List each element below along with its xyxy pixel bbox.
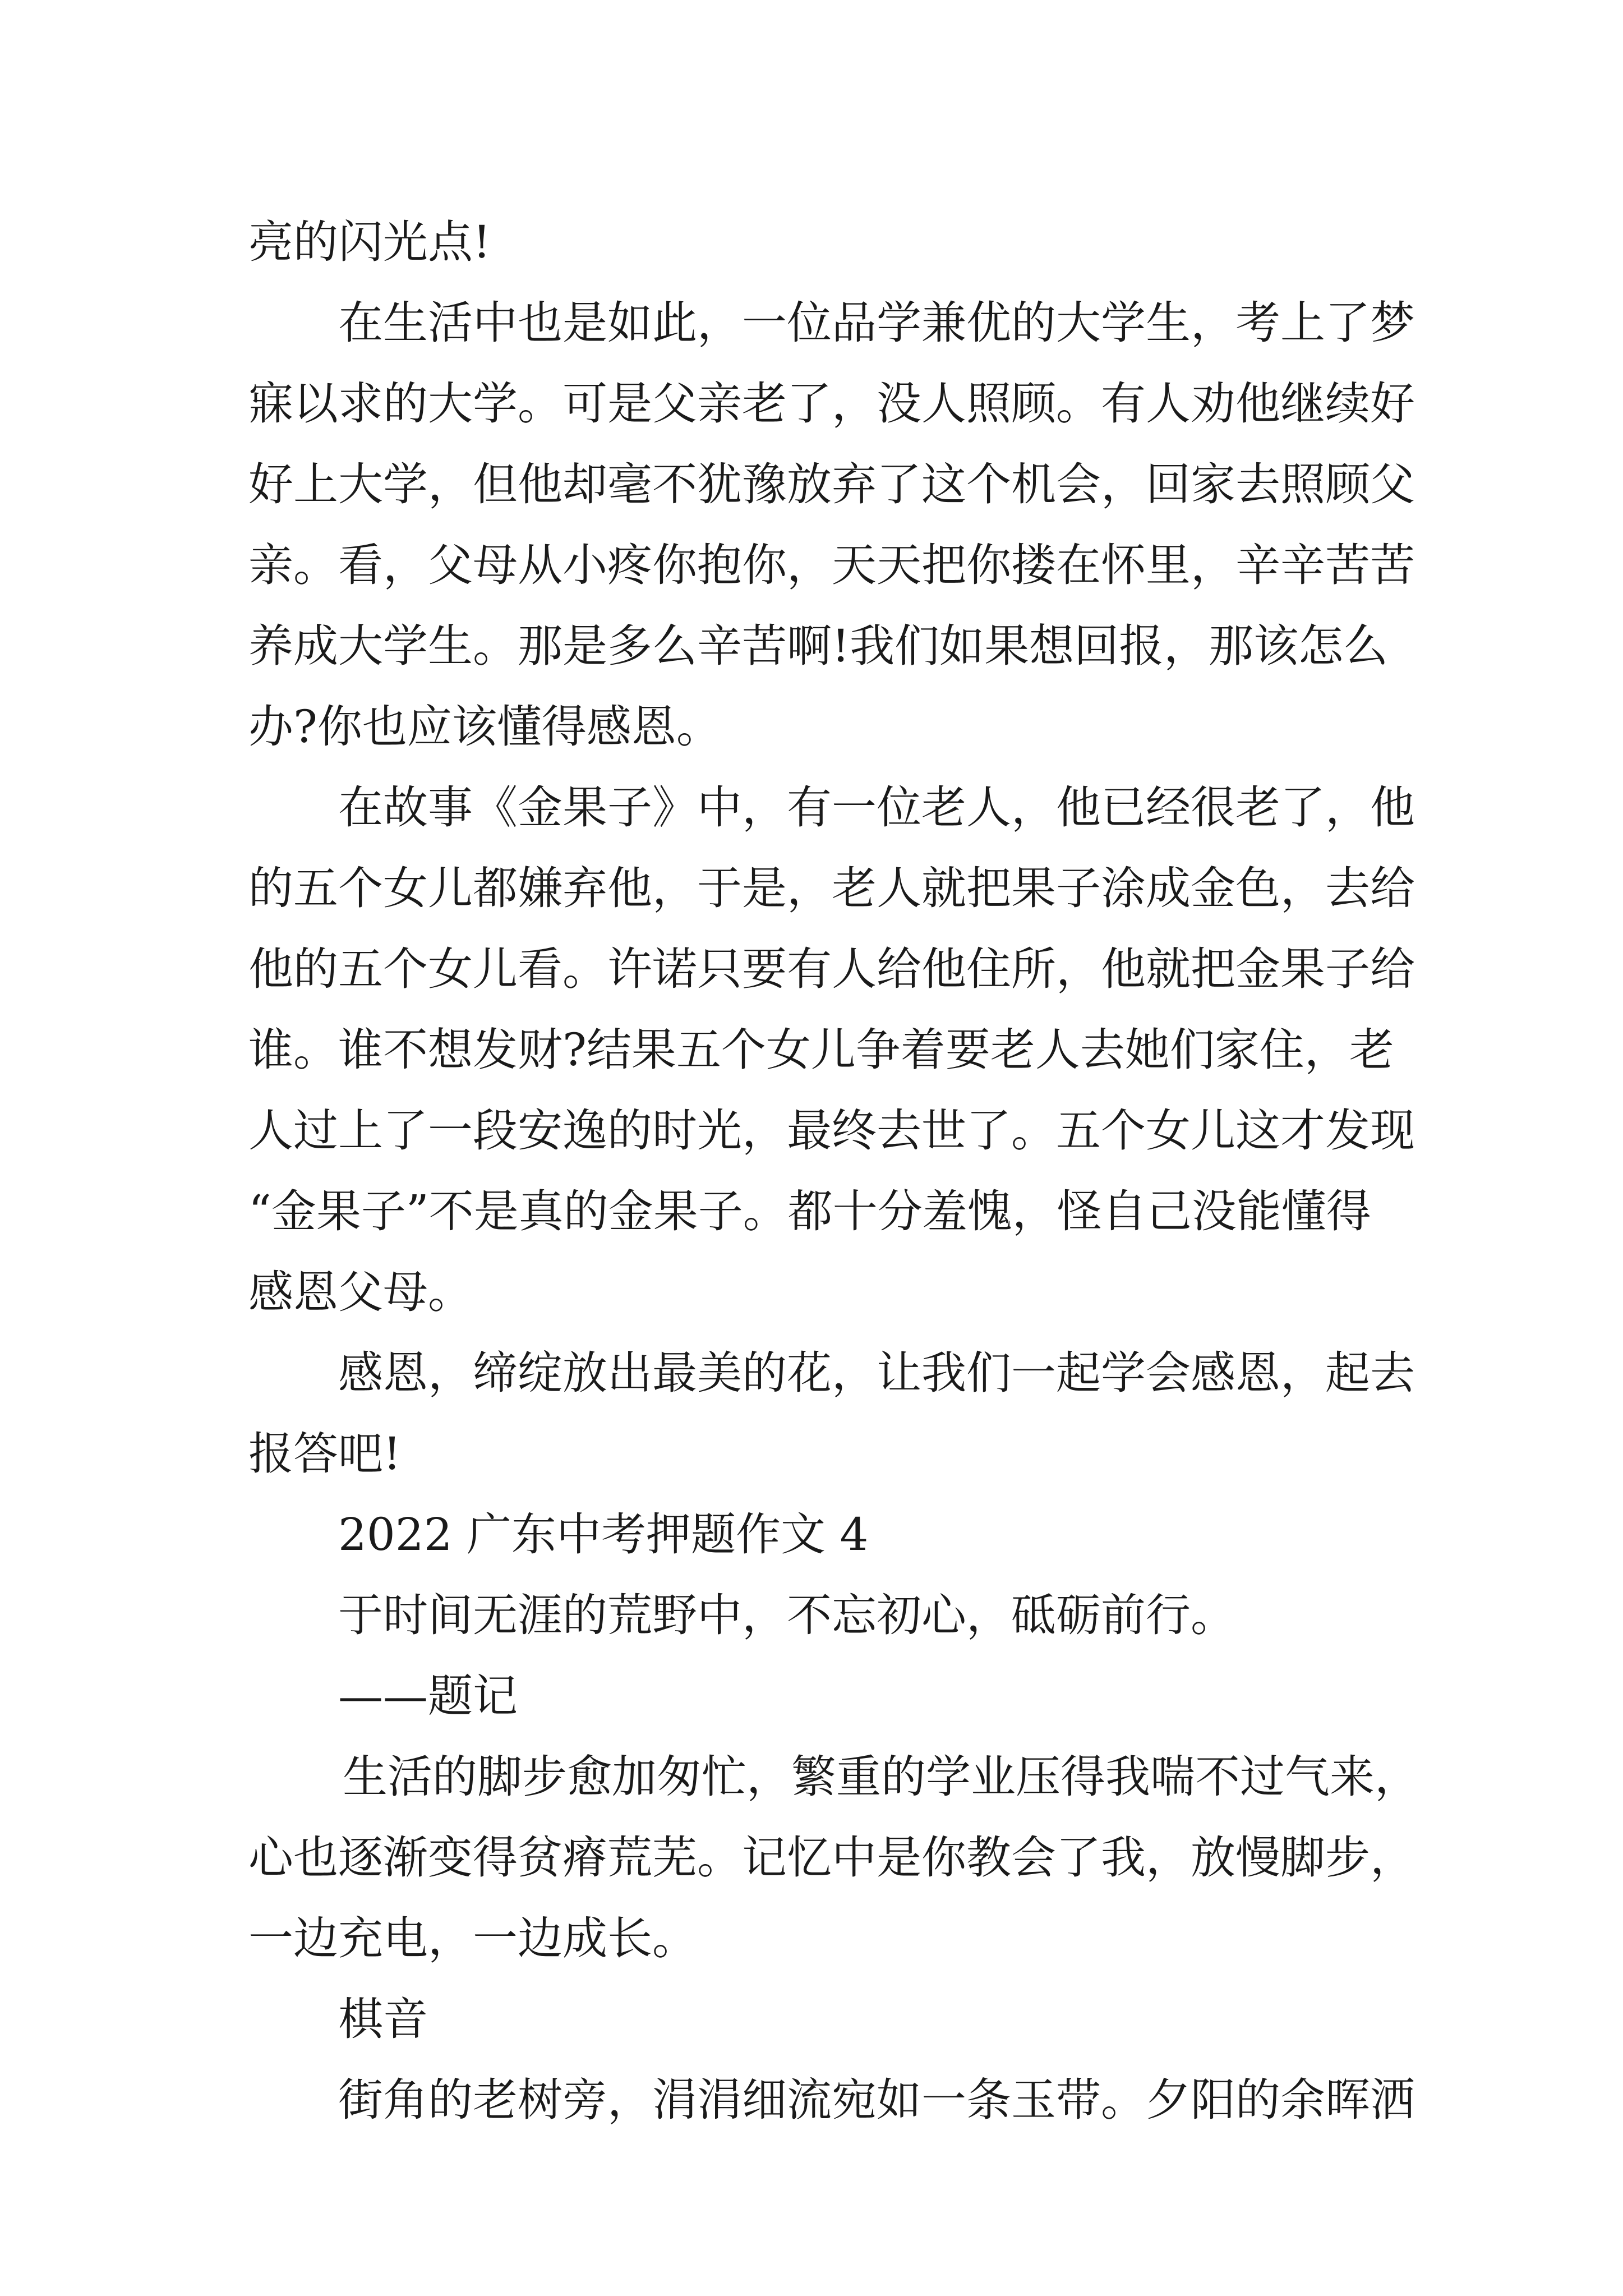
text-line: 好上大学，但他却毫不犹豫放弃了这个机会，回家去照顾父 xyxy=(248,458,1415,510)
text-line: 人过上了一段安逸的时光，最终去世了。五个女儿这才发现 xyxy=(248,1105,1415,1157)
text-line: 的五个女儿都嫌弃他，于是，老人就把果子涂成金色，去给 xyxy=(248,862,1415,914)
text-line: 寐以求的大学。可是父亲老了，没人照顾。有人劝他继续好 xyxy=(248,378,1415,430)
text-line: 谁。谁不想发财?结果五个女儿争着要老人去她们家住，老 xyxy=(248,1024,1394,1076)
text-line: 他的五个女儿看。许诺只要有人给他住所，他就把金果子给 xyxy=(248,943,1415,995)
text-line: 亮的闪光点! xyxy=(248,216,491,268)
text-line: 一边充电，一边成长。 xyxy=(248,1912,697,1964)
text-line: 亲。看，父母从小疼你抱你，天天把你搂在怀里，辛辛苦苦 xyxy=(248,539,1415,591)
text-line: 在生活中也是如此，一位品学兼优的大学生，考上了梦 xyxy=(338,297,1415,349)
text-line: 心也逐渐变得贫瘠荒芜。记忆中是你教会了我，放慢脚步， xyxy=(248,1832,1415,1884)
epigraph: 于时间无涯的荒野中，不忘初心，砥砺前行。 xyxy=(338,1589,1235,1641)
section-heading: 2022 广东中考押题作文 4 xyxy=(338,1508,869,1561)
text-line: 感恩父母。 xyxy=(248,1266,473,1318)
text-line: 生活的脚步愈加匆忙，繁重的学业压得我喘不过气来， xyxy=(343,1751,1419,1803)
epigraph-attribution: ——题记 xyxy=(338,1670,518,1722)
text-line: 报答吧! xyxy=(248,1428,402,1480)
text-line: “金果子”不是真的金果子。都十分羞愧，怪自己没能懂得 xyxy=(248,1185,1371,1237)
text-line: 在故事《金果子》中，有一位老人，他已经很老了，他 xyxy=(338,781,1415,834)
document-body xyxy=(248,202,1419,2141)
text-line: 办?你也应该懂得感恩。 xyxy=(248,701,721,753)
text-line: 感恩，缔绽放出最美的花，让我们一起学会感恩，起去 xyxy=(338,1347,1415,1399)
subheading: 棋音 xyxy=(338,1993,428,2045)
text-line: 街角的老树旁，涓涓细流宛如一条玉带。夕阳的余晖洒 xyxy=(338,2074,1415,2126)
text-line: 养成大学生。那是多么辛苦啊!我们如果想回报，那该怎么 xyxy=(248,620,1389,672)
